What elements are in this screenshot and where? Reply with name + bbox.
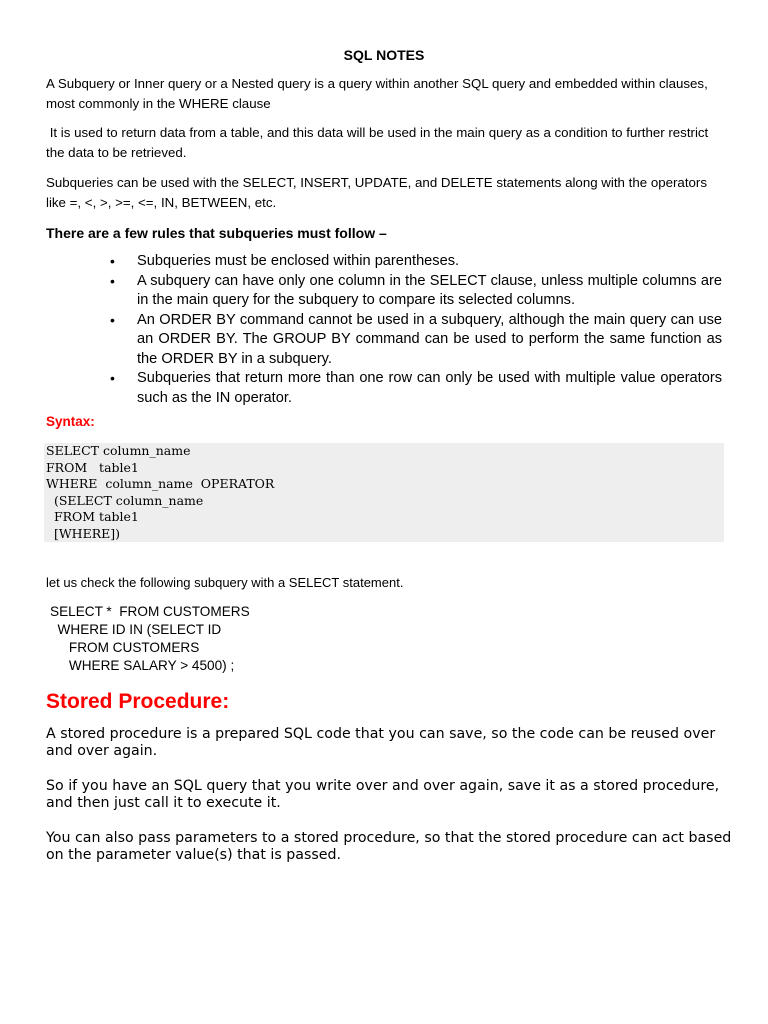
code-line: FROM CUSTOMERS bbox=[50, 640, 200, 655]
syntax-code-block bbox=[44, 443, 724, 542]
intro-paragraph-3: Subqueries can be used with the SELECT, INSERT, UPDATE, and DELETE statements along with the operators like =, <, >, >=, <=, IN, BETWEEN, etc. bbox=[46, 175, 707, 210]
list-item: • Subqueries must be enclosed within parentheses. bbox=[110, 252, 722, 272]
list-item: • An ORDER BY command cannot be used in a subquery, although the main query can use an ORDER BY. The GROUP BY command can be used to perform the same function as the ORDER BY in a subquery. bbox=[110, 311, 722, 370]
code-line: SELECT * FROM CUSTOMERS bbox=[50, 604, 250, 619]
code-line: [WHERE]) bbox=[46, 525, 120, 541]
rules-list bbox=[110, 252, 722, 408]
code-line: WHERE column_name OPERATOR bbox=[46, 476, 275, 491]
stored-procedure-paragraph-1: A stored procedure is a prepared SQL code that you can save, so the code can be reused over and over again. bbox=[46, 726, 716, 759]
stored-procedure-heading: Stored Procedure: bbox=[46, 690, 230, 713]
code-line: FROM table1 bbox=[46, 509, 139, 524]
page-title: SQL NOTES bbox=[343, 47, 425, 63]
stored-procedure-paragraph-2: So if you have an SQL query that you write over and over again, save it as a stored procedure, and then just call it to execute it. bbox=[46, 778, 720, 811]
list-item: • A subquery can have only one column in the SELECT clause, unless multiple columns are in the main query for the subquery to compare its selected columns. bbox=[110, 272, 722, 311]
code-line: WHERE SALARY > 4500) ; bbox=[50, 658, 235, 673]
code-line: SELECT column_name bbox=[46, 443, 191, 458]
example-code-block bbox=[50, 603, 250, 675]
rules-heading: There are a few rules that subqueries must follow – bbox=[46, 225, 387, 241]
code-line: (SELECT column_name bbox=[46, 492, 204, 508]
syntax-label: Syntax: bbox=[46, 414, 95, 429]
code-line: WHERE ID IN (SELECT ID bbox=[50, 622, 222, 637]
intro-paragraph-2: It is used to return data from a table, and this data will be used in the main query as a condition to further restrict the data to be retrieved. bbox=[46, 125, 712, 160]
example-intro: let us check the following subquery with a SELECT statement. bbox=[46, 575, 404, 590]
stored-procedure-paragraph-3: You can also pass parameters to a stored procedure, so that the stored procedure can act based on the parameter value(s) that is passed. bbox=[46, 830, 732, 863]
code-line: FROM table1 bbox=[46, 459, 139, 475]
intro-paragraph-1: A Subquery or Inner query or a Nested query is a query within another SQL query and embedded within clauses, most commonly in the WHERE clause bbox=[46, 76, 708, 111]
list-item: • Subqueries that return more than one row can only be used with multiple value operators such as the IN operator. bbox=[110, 369, 722, 408]
